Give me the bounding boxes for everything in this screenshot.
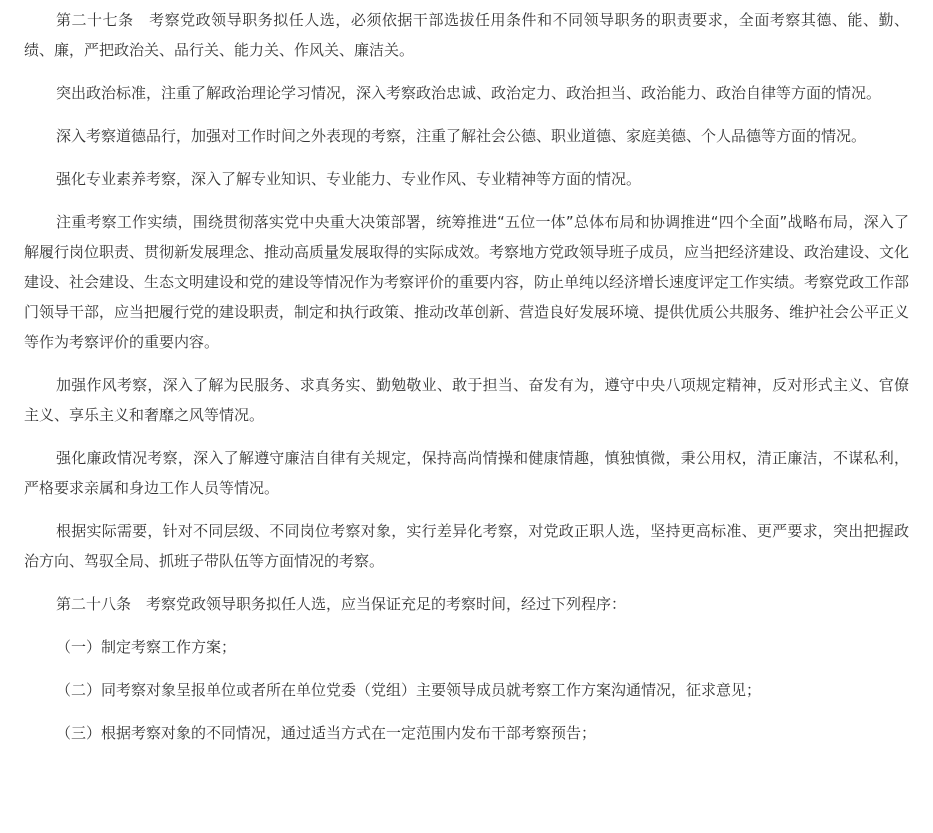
- article-body: [24, 0, 909, 748]
- list-item-procedure-2: （二）同考察对象呈报单位或者所在单位党委（党组）主要领导成员就考察工作方案沟通情况，征求意见；: [56, 681, 762, 699]
- list-item-procedure-3: （三）根据考察对象的不同情况，通过适当方式在一定范围内发布干部考察预告；: [56, 724, 597, 742]
- paragraph-moral-character: 深入考察道德品行，加强对工作时间之外表现的考察，注重了解社会公德、职业道德、家庭美德、个人品德等方面的情况。: [56, 127, 867, 145]
- paragraph-article-27: 第二十七条 考察党政领导职务拟任人选，必须依据干部选拔任用条件和不同领导职务的职责要求，全面考察其德、能、勤、绩、廉，严把政治关、品行关、能力关、作风关、廉洁关。: [24, 11, 909, 59]
- paragraph-professional-quality: 强化专业素养考察，深入了解专业知识、专业能力、专业作风、专业精神等方面的情况。: [56, 170, 642, 188]
- paragraph-differentiated-review: 根据实际需要，针对不同层级、不同岗位考察对象，实行差异化考察，对党政正职人选，坚持更高标准、更严要求，突出把握政治方向、驾驭全局、抓班子带队伍等方面情况的考察。: [24, 522, 909, 570]
- paragraph-article-28: 第二十八条 考察党政领导职务拟任人选，应当保证充足的考察时间，经过下列程序：: [56, 595, 627, 613]
- paragraph-political-standard: 突出政治标准，注重了解政治理论学习情况，深入考察政治忠诚、政治定力、政治担当、政治能力、政治自律等方面的情况。: [56, 84, 882, 102]
- list-item-procedure-1: （一）制定考察工作方案；: [56, 638, 237, 656]
- paragraph-work-style: 加强作风考察，深入了解为民服务、求真务实、勤勉敬业、敢于担当、奋发有为，遵守中央八项规定精神，反对形式主义、官僚主义、享乐主义和奢靡之风等情况。: [24, 376, 909, 424]
- paragraph-work-performance: 注重考察工作实绩，围绕贯彻落实党中央重大决策部署，统筹推进“五位一体”总体布局和协调推进“四个全面”战略布局，深入了解履行岗位职责、贯彻新发展理念、推动高质量发展取得的实际成效。考察地方党政领导班子成员，应当把经济建设、政治建设、文化建设、社会建设、生态文明建设和党的建设等情况作为考察评价的重要内容，防止单纯以经济增长速度评定工作实绩。考察党政工作部门领导干部，应当把履行党的建设职责，制定和执行政策、推动改革创新、营造良好发展环境、提供优质公共服务、维护社会公平正义等作为考察评价的重要内容。: [24, 213, 910, 351]
- paragraph-integrity: 强化廉政情况考察，深入了解遵守廉洁自律有关规定，保持高尚情操和健康情趣，慎独慎微，秉公用权，清正廉洁，不谋私利，严格要求亲属和身边工作人员等情况。: [24, 449, 909, 497]
